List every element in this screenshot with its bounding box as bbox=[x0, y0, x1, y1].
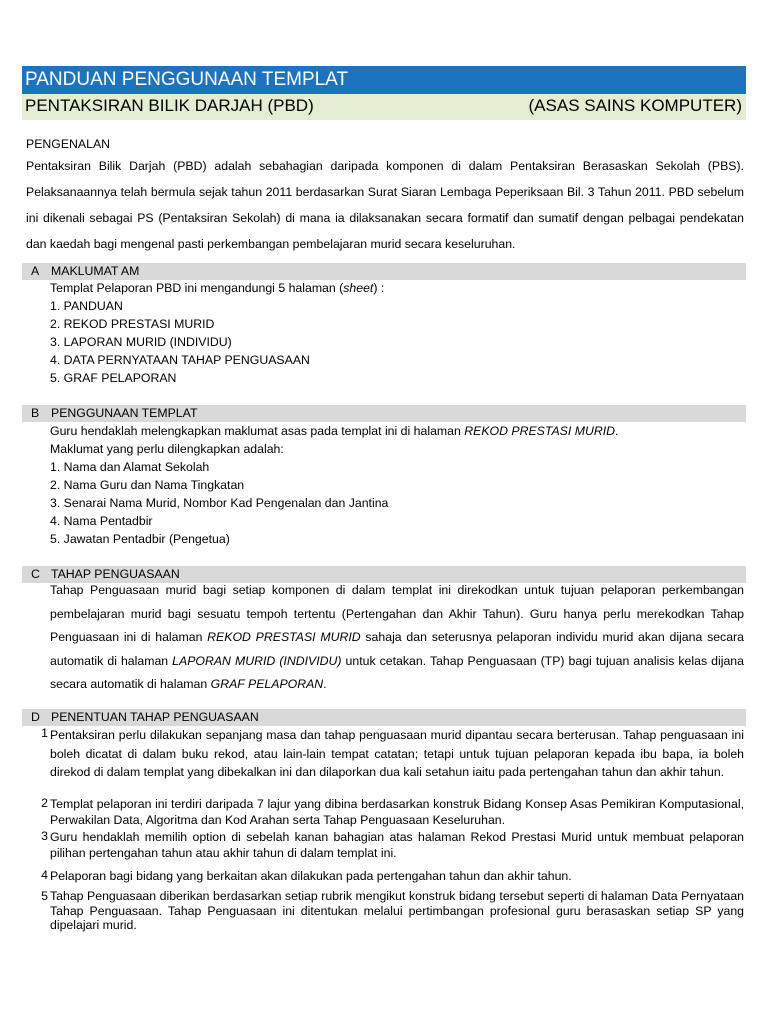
list-item: 2. Nama Guru dan Nama Tingkatan bbox=[50, 478, 245, 492]
item-number: 2 bbox=[41, 796, 48, 810]
section-d-title: PENENTUAN TAHAP PENGUASAAN bbox=[51, 710, 259, 724]
list-item: 4. DATA PERNYATAAN TAHAP PENGUASAAN bbox=[50, 353, 310, 367]
list-item: 5. Jawatan Pentadbir (Pengetua) bbox=[50, 532, 230, 546]
section-c-text: Tahap Penguasaan murid bagi setiap komponen di dalam templat ini direkodkan untuk tujuan pelaporan perkembangan pembelajaran murid bagi sesuatu tempoh tertentu (Pertengahan dan Akhir Tahun). Guru hanya perlu merekodkan Tahap Penguasaan ini di halaman REKOD PRESTASI MURID sahaja dan seterusnya pelaporan individu murid akan dijana secara automatik di halaman LAPORAN MURID (INDIVIDU) untuk cetakan. Tahap Penguasaan (TP) bagi tujuan analisis kelas dijana secara automatik di halaman GRAF PELAPORAN. bbox=[50, 583, 744, 691]
list-item: 2. REKOD PRESTASI MURID bbox=[50, 317, 215, 331]
list-item: Tahap Penguasaan diberikan berdasarkan setiap rubrik mengikut konstruk bidang tersebut seperti di halaman Data Pernyataan Tahap Penguasaan. Tahap Penguasaan ini ditentukan melalui pertimbangan profesional guru berasaskan setiap SP yang dipelajari murid. bbox=[50, 889, 744, 932]
list-item: Guru hendaklah memilih option di sebelah kanan bahagian atas halaman Rekod Prestasi Murid untuk membuat pelaporan pilihan pertengahan tahun atau akhir tahun di dalam templat ini. bbox=[50, 830, 744, 860]
subtitle-right: (ASAS SAINS KOMPUTER) bbox=[528, 96, 742, 115]
list-item: 3. Senarai Nama Murid, Nombor Kad Pengenalan dan Jantina bbox=[50, 496, 389, 510]
section-b-letter: B bbox=[31, 406, 40, 420]
section-c-letter: C bbox=[31, 567, 40, 581]
list-item: 5. GRAF PELAPORAN bbox=[50, 371, 177, 385]
list-item: Templat pelaporan ini terdiri daripada 7 lajur yang dibina berdasarkan konstruk Bidang Konsep Asas Pemikiran Komputasional, Perwakilan Data, Algoritma dan Kod Arahan serta Tahap Penguasaan Keseluruhan. bbox=[50, 797, 744, 827]
section-a-lead: Templat Pelaporan PBD ini mengandungi 5 halaman (sheet) : bbox=[50, 281, 385, 295]
section-d-letter: D bbox=[31, 710, 40, 724]
intro-heading: PENGENALAN bbox=[26, 137, 111, 151]
list-item: 1. Nama dan Alamat Sekolah bbox=[50, 460, 210, 474]
section-b-title: PENGGUNAAN TEMPLAT bbox=[51, 406, 198, 420]
section-a-letter: A bbox=[31, 264, 40, 278]
list-item: 1. PANDUAN bbox=[50, 299, 123, 313]
section-a-title: MAKLUMAT AM bbox=[51, 264, 140, 278]
title-banner bbox=[22, 66, 746, 94]
section-a-header bbox=[22, 263, 746, 280]
section-b-header bbox=[22, 405, 746, 422]
section-b-lead: Guru hendaklah melengkapkan maklumat asas pada templat ini di halaman REKOD PRESTASI MURID. bbox=[50, 424, 619, 438]
list-item: Pelaporan bagi bidang yang berkaitan akan dilakukan pada pertengahan tahun dan akhir tahun. bbox=[50, 869, 572, 883]
item-number: 5 bbox=[41, 889, 48, 903]
section-d-header bbox=[22, 709, 746, 726]
intro-text: Pentaksiran Bilik Darjah (PBD) adalah sebahagian daripada komponen di dalam Pentaksiran Berasaskan Sekolah (PBS). Pelaksanaannya telah bermula sejak tahun 2011 berdasarkan Surat Siaran Lembaga Peperiksaan Bil. 3 Tahun 2011. PBD sebelum ini dikenali sebagai PS (Pentaksiran Sekolah) di mana ia dilaksanakan secara formatif dan sumatif dengan pelbagai pendekatan dan kaedah bagi mengenal pasti perkembangan pembelajaran murid secara keseluruhan. bbox=[26, 159, 744, 251]
item-number: 4 bbox=[41, 868, 48, 882]
item-number: 1 bbox=[41, 726, 48, 740]
item-number: 3 bbox=[41, 829, 48, 843]
list-item: 4. Nama Pentadbir bbox=[50, 514, 153, 528]
subtitle-banner bbox=[22, 94, 746, 120]
document-title: PANDUAN PENGGUNAAN TEMPLAT bbox=[25, 69, 349, 90]
list-item: 3. LAPORAN MURID (INDIVIDU) bbox=[50, 335, 232, 349]
subtitle-left: PENTAKSIRAN BILIK DARJAH (PBD) bbox=[25, 96, 314, 115]
list-item: Pentaksiran perlu dilakukan sepanjang masa dan tahap penguasaan murid dipantau secara berterusan. Tahap penguasaan ini boleh dicatat di dalam buku rekod, atau lain-lain tempat catatan; tetapi untuk tujuan pelaporan kepada ibu bapa, ia boleh direkod di dalam templat yang dibekalkan ini dan dilaporkan dua kali setahun iaitu pada pertengahan tahun dan akhir tahun. bbox=[50, 728, 744, 779]
section-b-sub: Maklumat yang perlu dilengkapkan adalah: bbox=[50, 442, 284, 456]
section-c-title: TAHAP PENGUASAAN bbox=[51, 567, 180, 581]
